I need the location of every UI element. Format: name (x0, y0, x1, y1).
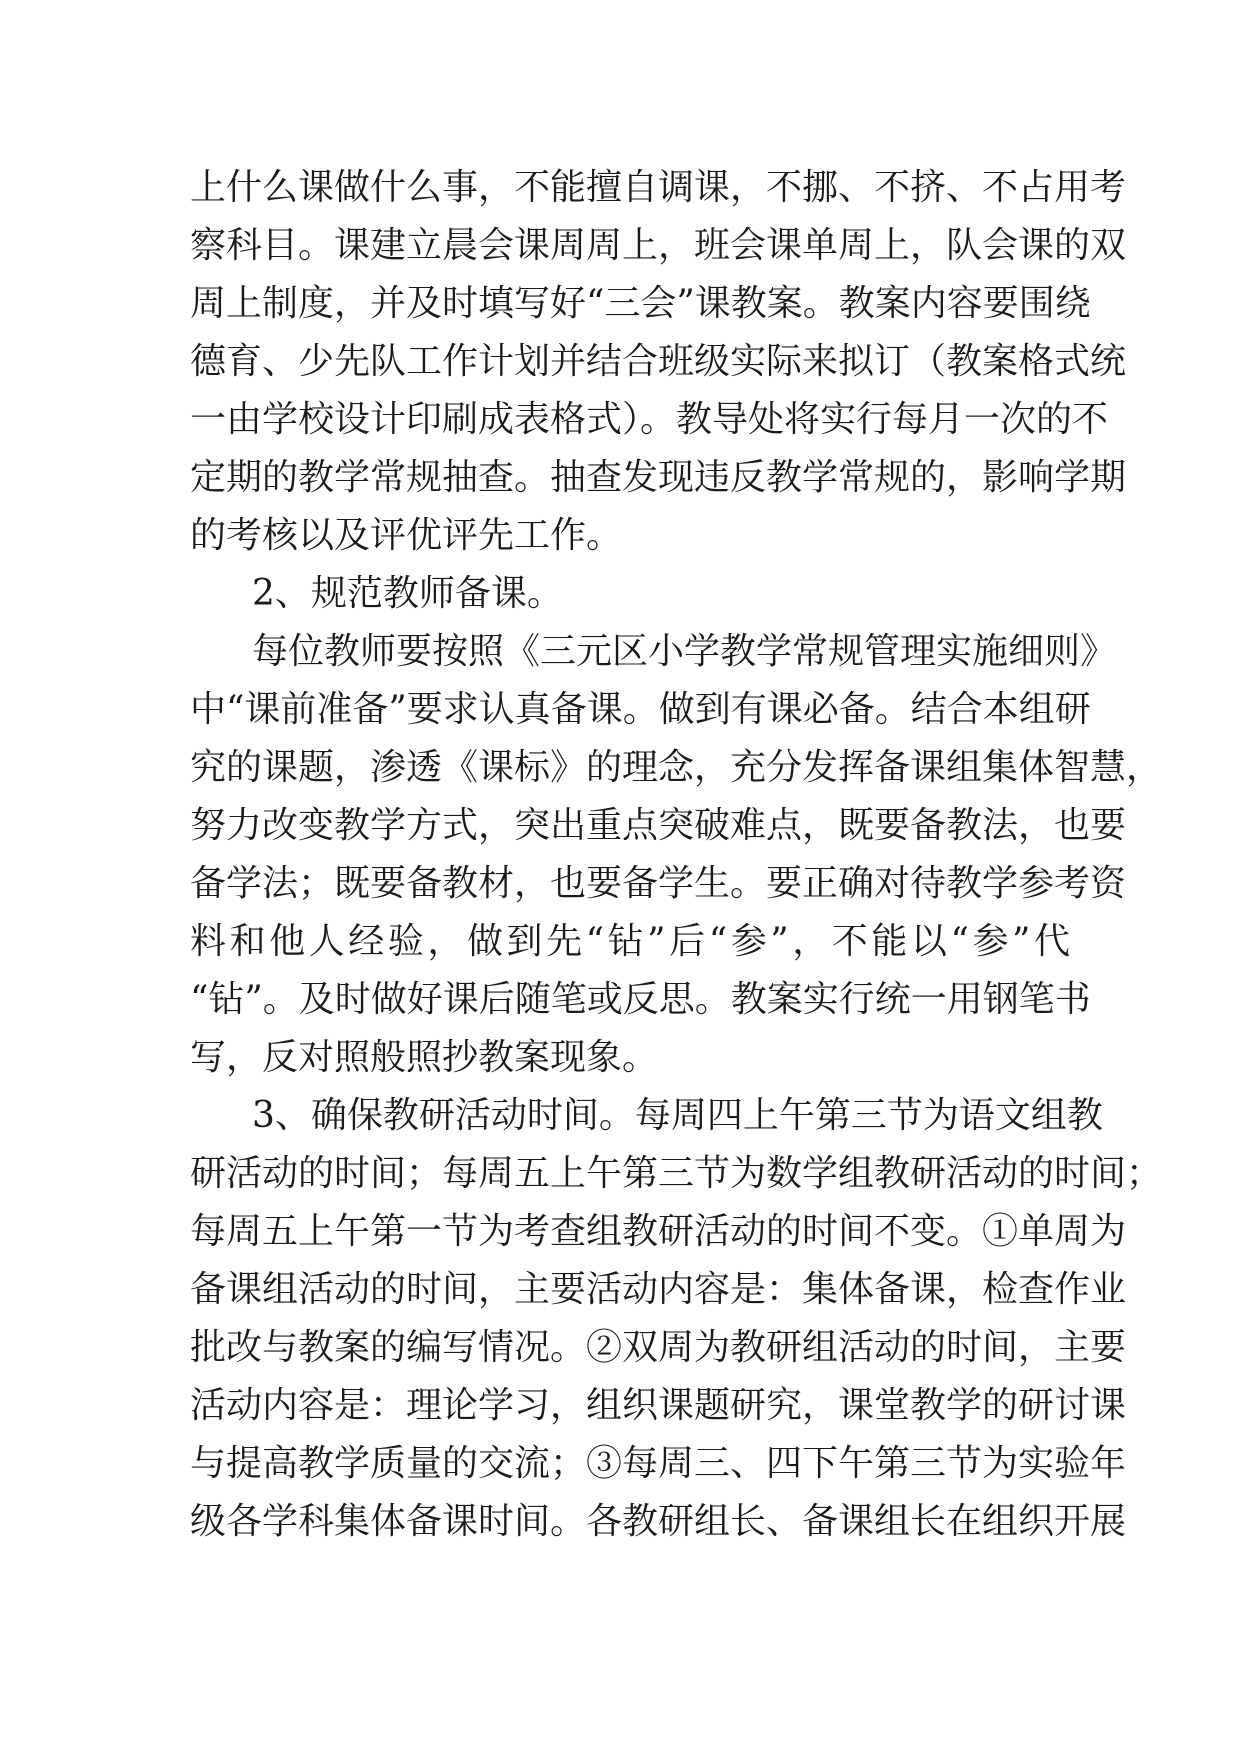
text-line-10: 中“课前准备”要求认真备课。做到有课必备。结合本组研 (190, 689, 1091, 730)
text-line-6: 定期的教学常规抽查。抽查发现违反教学常规的，影响学期 (190, 457, 1127, 498)
text-line-19: 每周五上午第一节为考查组教研活动的时间不变。①单周为 (190, 1211, 1127, 1252)
text-line-5: 一由学校设计印刷成表格式）。教导处将实行每月一次的不 (190, 399, 1109, 440)
text-line-23: 与提高教学质量的交流；③每周三、四下午第三节为实验年 (190, 1443, 1127, 1484)
text-line-2: 察科目。课建立晨会课周周上，班会课单周上，队会课的双 (190, 225, 1127, 266)
text-line-13: 备学法；既要备教材，也要备学生。要正确对待教学参考资 (190, 863, 1127, 904)
section-heading-3: 3、确保教研活动时间。每周四上午第三节为语文组教 (252, 1095, 1103, 1136)
text-line-1: 上什么课做什么事，不能擅自调课，不挪、不挤、不占用考 (190, 167, 1127, 208)
text-line-3: 周上制度，并及时填写好“三会”课教案。教案内容要围绕 (190, 283, 1091, 324)
text-line-7: 的考核以及评优评先工作。 (190, 515, 623, 556)
text-line-12: 努力改变教学方式，突出重点突破难点，既要备教法，也要 (190, 805, 1127, 846)
section-heading-2: 2、规范教师备课。 (252, 573, 563, 614)
text-line-20: 备课组活动的时间，主要活动内容是：集体备课，检查作业 (190, 1269, 1127, 1310)
text-line-4: 德育、少先队工作计划并结合班级实际来拟订（教案格式统 (190, 341, 1127, 382)
text-line-22: 活动内容是：理论学习，组织课题研究，课堂教学的研讨课 (190, 1385, 1127, 1426)
text-line-16: 写，反对照般照抄教案现象。 (190, 1037, 659, 1078)
text-line-18: 研活动的时间；每周五上午第三节为数学组教研活动的时间； (190, 1153, 1163, 1194)
text-line-11: 究的课题，渗透《课标》的理念，充分发挥备课组集体智慧， (190, 747, 1163, 788)
text-line-9: 每位教师要按照《三元区小学教学常规管理实施细则》 (252, 631, 1117, 672)
text-line-14: 料和他人经验，做到先“钻”后“参”，不能以“参”代 (190, 921, 1070, 962)
text-line-24: 级各学科集体备课时间。各教研组长、备课组长在组织开展 (190, 1501, 1127, 1542)
text-line-15: “钻”。及时做好课后随笔或反思。教案实行统一用钢笔书 (190, 979, 1091, 1020)
text-line-21: 批改与教案的编写情况。②双周为教研组活动的时间，主要 (190, 1327, 1127, 1368)
